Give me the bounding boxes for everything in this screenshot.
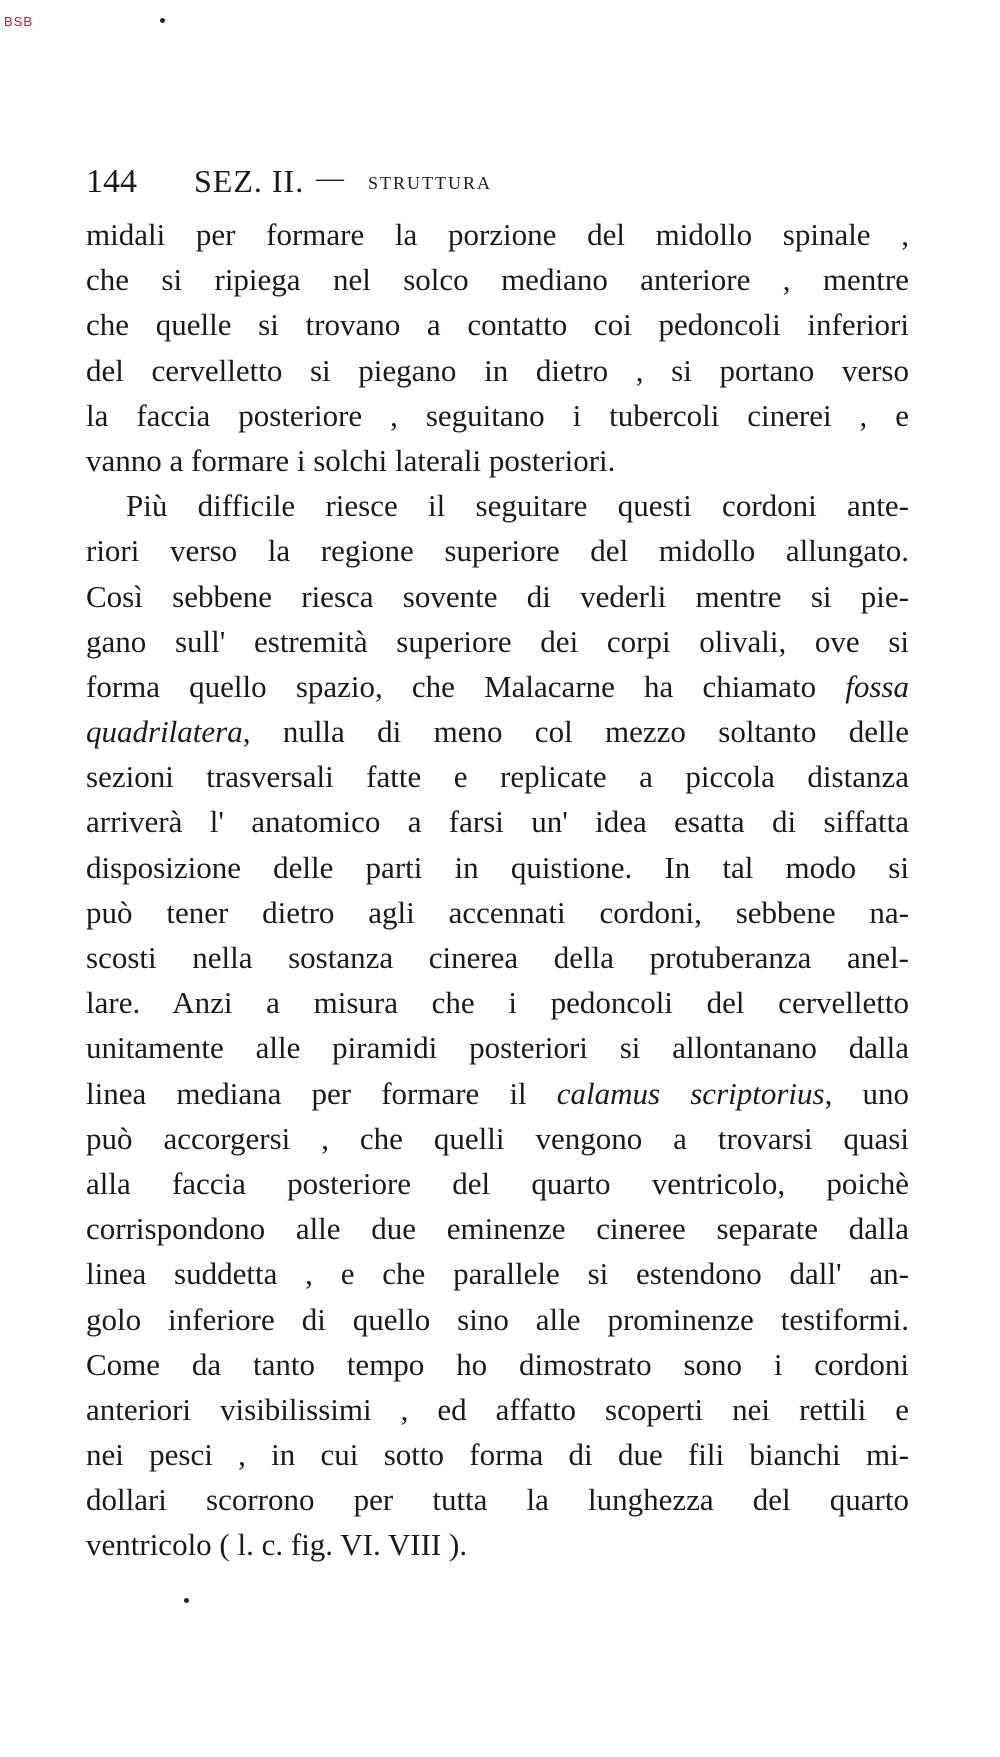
text-segment: forma quello spazio, che Malacarne ha chiamato [86, 668, 846, 704]
text-segment: alla faccia posteriore del quarto ventricolo, poichè [86, 1165, 909, 1201]
text-segment: Come da tanto tempo ho dimostrato sono i cordoni [86, 1346, 909, 1382]
text-segment: Così sebbene riesca sovente di vederli mentre si pie- [86, 578, 909, 614]
text-segment: del cervelletto si piegano in dietro , si portano verso [86, 352, 909, 388]
text-line [86, 212, 909, 257]
text-line [86, 799, 909, 844]
text-line [86, 483, 909, 528]
text-segment: disposizione delle parti in quistione. In tal modo si [86, 849, 909, 885]
body-text [86, 212, 909, 1568]
text-line [86, 393, 909, 438]
ink-speck [160, 18, 165, 23]
text-line [86, 1387, 909, 1432]
text-segment: nei pesci , in cui sotto forma di due fili bianchi mi- [86, 1437, 909, 1473]
text-line [86, 1071, 909, 1116]
section-heading: SEZ. II. [194, 163, 305, 199]
text-line [86, 709, 909, 754]
text-line [86, 1432, 909, 1477]
text-segment: Più difficile riesce il seguitare questi cordoni ante- [126, 488, 909, 524]
text-segment: , uno [824, 1075, 909, 1111]
text-segment: corrispondono alle due eminenze cineree separate dalla [86, 1211, 909, 1247]
text-line [86, 1025, 909, 1070]
text-line [86, 348, 909, 393]
text-line [86, 1251, 909, 1296]
text-line [86, 574, 909, 619]
text-segment: ventricolo ( l. c. fig. VI. VIII ). [86, 1527, 468, 1563]
library-stamp: BSB [4, 14, 34, 29]
text-segment: golo inferiore di quello sino alle prominenze testiformi. [86, 1301, 909, 1337]
italic-term: fossa [845, 668, 909, 704]
italic-term: calamus scriptorius [556, 1075, 825, 1111]
text-segment: che si ripiega nel solco mediano anteriore , mentre [86, 262, 909, 298]
text-line [86, 1297, 909, 1342]
text-segment: la faccia posteriore , seguitano i tubercoli cinerei , e [86, 397, 909, 433]
text-line [86, 1161, 909, 1206]
text-line [86, 664, 909, 709]
text-line [86, 1522, 909, 1567]
page-number: 144 [86, 163, 137, 200]
text-line [86, 890, 909, 935]
page-header [86, 163, 906, 213]
text-segment: riori verso la regione superiore del midollo allungato. [86, 533, 909, 569]
text-segment: può accorgersi , che quelli vengono a trovarsi quasi [86, 1120, 909, 1156]
text-segment: lare. Anzi a misura che i pedoncoli del cervelletto [86, 985, 909, 1021]
text-line [86, 302, 909, 347]
text-segment: scosti nella sostanza cinerea della protuberanza anel- [86, 940, 909, 975]
running-title: STRUTTURA [368, 173, 493, 193]
text-segment: che quelle si trovano a contatto coi pedoncoli inferiori [86, 307, 909, 343]
ink-speck [184, 1598, 189, 1603]
text-segment: gano sull' estremità superiore dei corpi olivali, ove si [86, 623, 909, 659]
italic-term: quadrilatera [86, 714, 243, 750]
text-line [86, 1116, 909, 1161]
text-segment: linea suddetta , e che parallele si estendono dall' an- [86, 1256, 909, 1292]
text-line [86, 619, 909, 664]
text-line [86, 528, 909, 573]
text-line [86, 754, 909, 799]
text-line [86, 1477, 909, 1522]
text-line [86, 935, 909, 980]
text-line [86, 438, 909, 483]
text-segment: unitamente alle piramidi posteriori si allontanano dalla [86, 1030, 909, 1066]
text-line [86, 257, 909, 302]
text-line [86, 980, 909, 1025]
text-segment: vanno a formare i solchi laterali posteriori. [86, 442, 616, 478]
header-dash: — [316, 163, 344, 194]
text-segment: midali per formare la porzione del midollo spinale , [86, 217, 909, 252]
text-segment: dollari scorrono per tutta la lunghezza del quarto [86, 1482, 909, 1518]
text-segment: anteriori visibilissimi , ed affatto scoperti nei rettili e [86, 1391, 909, 1427]
text-line [86, 1206, 909, 1251]
text-segment: , nulla di meno col mezzo soltanto delle [242, 714, 909, 750]
text-segment: arriverà l' anatomico a farsi un' idea esatta di siffatta [86, 804, 909, 840]
text-segment: può tener dietro agli accennati cordoni, sebbene na- [86, 894, 909, 930]
text-line [86, 1342, 909, 1387]
text-line [86, 845, 909, 890]
text-segment: linea mediana per formare il [86, 1075, 557, 1111]
text-segment: sezioni trasversali fatte e replicate a piccola distanza [86, 759, 909, 795]
